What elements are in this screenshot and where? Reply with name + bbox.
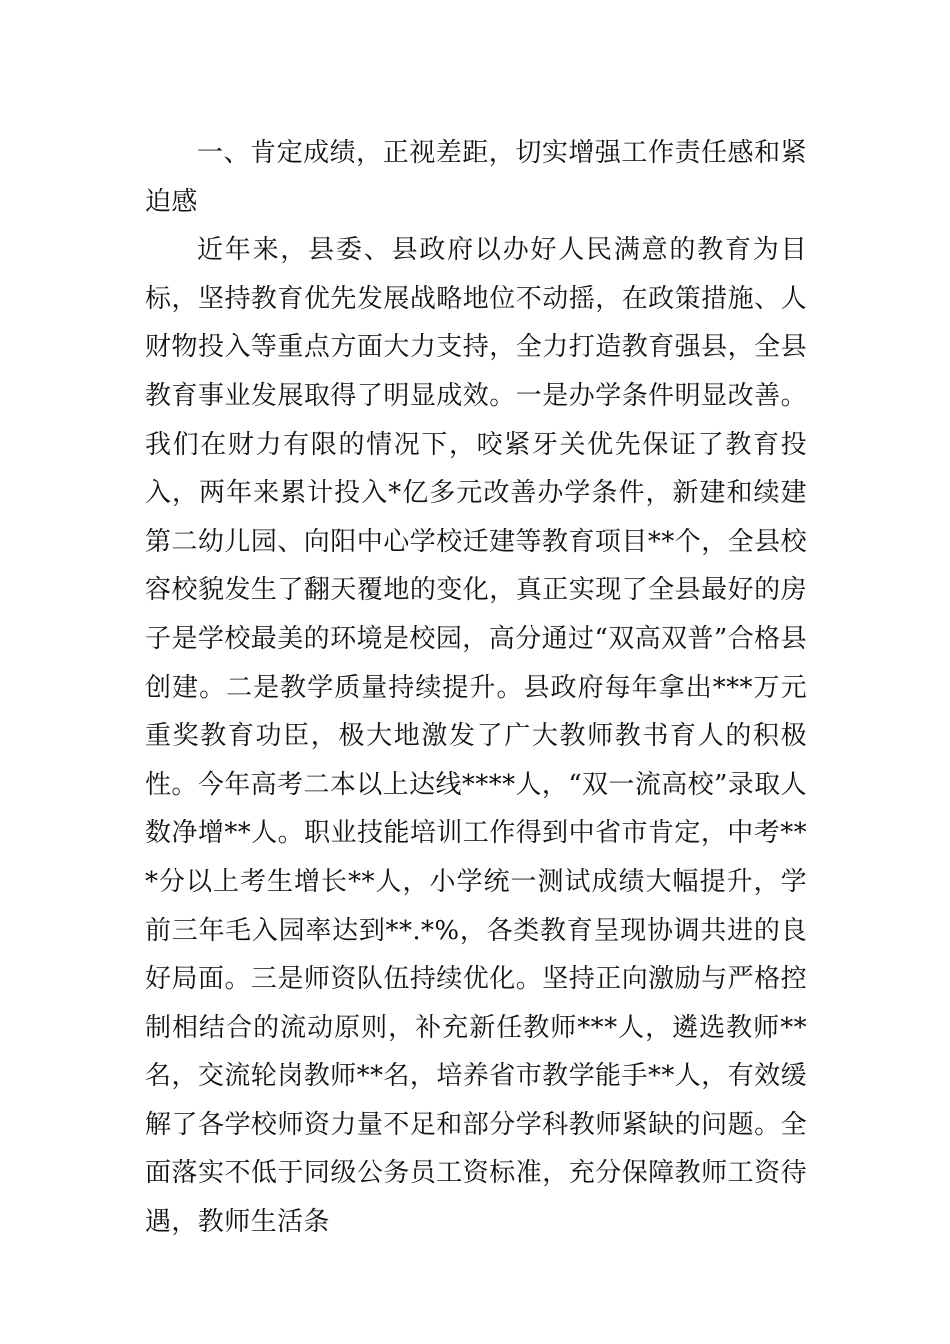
section-heading: 一、肯定成绩，正视差距，切实增强工作责任感和紧迫感 <box>145 138 807 217</box>
body-paragraph: 近年来，县委、县政府以办好人民满意的教育为目标，坚持教育优先发展战略地位不动摇，在政策措施、人财物投入等重点方面大力支持，全力打造教育强县，全县教育事业发展取得了明显成效。一是办学条件明显改善。我们在财力有限的情况下，咬紧牙关优先保证了教育投入，两年来累计投入*亿多元改善办学条件，新建和续建第二幼儿园、向阳中心学校迁建等教育项目**个，全县校容校貌发生了翻天覆地的变化，真正实现了全县最好的房子是学校最美的环境是校园，高分通过“双高双普”合格县创建。二是教学质量持续提升。县政府每年拿出***万元重奖教育功臣，极大地激发了广大教师教书育人的积极性。今年高考二本以上达线****人，“双一流高校”录取人数净增**人。职业技能培训工作得到中省市肯定，中考***分以上考生增长**人，小学统一测试成绩大幅提升，学前三年毛入园率达到**.*%，各类教育呈现协调共进的良好局面。三是师资队伍持续优化。坚持正向激励与严格控制相结合的流动原则，补充新任教师***人，遴选教师**名，交流轮岗教师**名，培养省市教学能手**人，有效缓解了各学校师资力量不足和部分学科教师紧缺的问题。全面落实不低于同级公务员工资标准，充分保障教师工资待遇，教师生活条 <box>145 235 807 1238</box>
document-body <box>145 129 807 1247</box>
